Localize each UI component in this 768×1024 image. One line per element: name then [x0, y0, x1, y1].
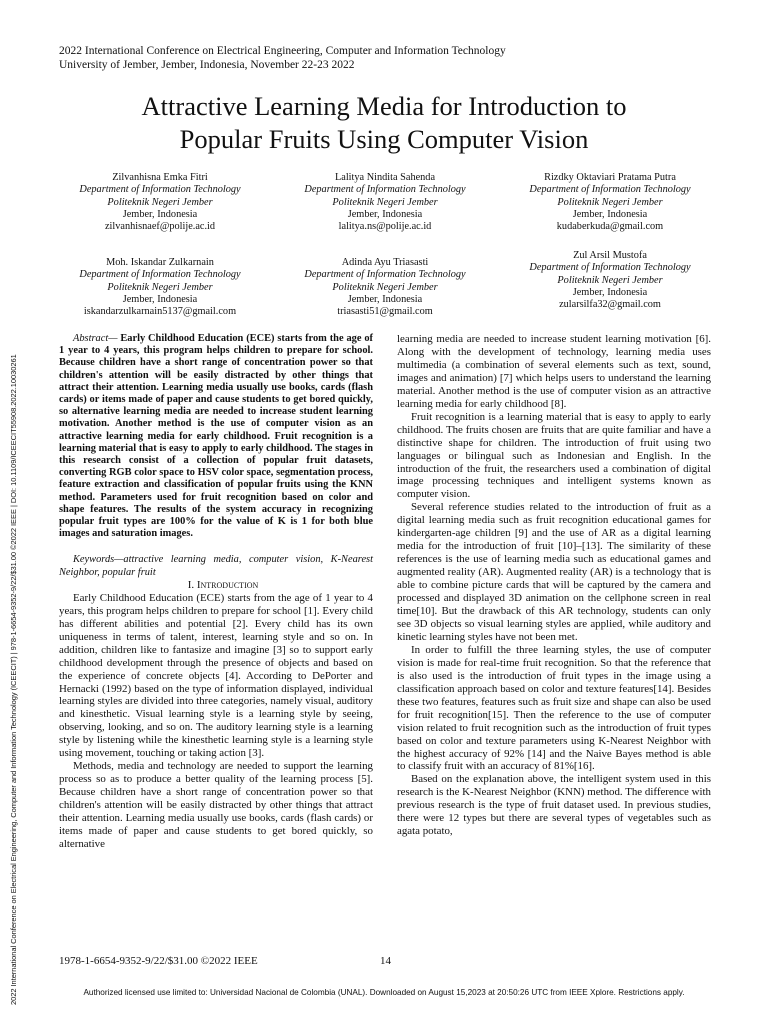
author-email[interactable]: triasasti51@gmail.com: [337, 306, 433, 318]
author-city: Jember, Indonesia: [122, 208, 198, 220]
page-number: 14: [380, 955, 391, 967]
author-block: [280, 257, 490, 318]
author-institution: Politeknik Negeri Jember: [107, 281, 213, 293]
author-city: Jember, Indonesia: [347, 293, 423, 305]
paragraph: Methods, media and technology are needed to support the learning process so as to produce a better quality of the learning process [5]. Because children have a short range of concentration power so that children's attention will be easily distracted by other things that attract their attention. Learning media usually use books, cards (flash cards) or items made of paper and cause students to get bored quickly, so alternative: [59, 760, 373, 850]
title-line-1: Attractive Learning Media for Introduction to: [141, 91, 627, 121]
author-city: Jember, Indonesia: [122, 293, 198, 305]
author-name: Moh. Iskandar Zulkarnain: [106, 257, 214, 268]
section-heading: I. Introduction: [187, 578, 259, 591]
paragraph: Based on the explanation above, the intelligent system used in this research is the K-Nearest Neighbor (KNN) method. The difference with previous research is the type of fruit dataset used. In previous studies, there were 12 types but there are several types of vegetables such as agata potato,: [397, 773, 711, 838]
author-email[interactable]: zilvanhisnaef@polije.ac.id: [104, 221, 216, 233]
conference-name: 2022 International Conference on Electrical Engineering, Computer and Information Technology: [59, 45, 506, 57]
author-department: Department of Information Technology: [304, 184, 466, 196]
paper-title: [40, 90, 728, 156]
abstract-body: Early Childhood Education (ECE) starts from the age of 1 year to 4 years, this program helps children to prepare for school. Because children have a short range of concentration power so that children's attention will be easily distracted by other things that attract their attention. Learning media usually use books, cards (flash cards) or items made of paper and cause students to get bored quickly, so alternative learning media are needed to increase student learning motivation. Another method is the use of computer vision as an attractive learning media for early childhood. Fruit recognition is a learning material that is easy to apply to early childhood. The stages in this research consist of a collection of popular fruit datasets, converting RGB color space to HSV color space, segmentation process, feature extraction and classification of popular fruits using the KNN method. Parameters used for fruit recognition based on color and shape features. The results of the system accuracy in recognizing popular fruit types are 100% for the value of K is 1 for both blue images and saturation images.: [59, 333, 373, 540]
paragraph: Early Childhood Education (ECE) starts from the age of 1 year to 4 years, this program helps children to prepare for school [1]. Every child has different abilities and potential [2]. Every child has its own uniqueness in terms of talent, interest, learning style and so on. In addition, children like to fantasize and imagine [3] so to support early childhood development through the presence of objects and based on the experience of concrete objects [4]. According to DePorter and Hernacki (1992) based on the type of information displayed, individual learning styles are divided into three categories, namely visual, auditory and kinesthetic. Visual learning style is a learning style by seeing, observing, looking, and so on. The auditory learning style is a learning style by listening while the kinesthetic learning style is a learning style using movement, touching or taking action [3].: [59, 591, 373, 760]
author-institution: Politeknik Negeri Jember: [332, 281, 438, 293]
author-department: Department of Information Technology: [304, 269, 466, 281]
author-block: [280, 172, 490, 233]
copyright-footer: 1978-1-6654-9352-9/22/$31.00 ©2022 IEEE: [59, 955, 258, 967]
author-name: Adinda Ayu Triasasti: [341, 257, 429, 268]
left-column: [59, 333, 373, 851]
author-name: Lalitya Nindita Sahenda: [334, 172, 436, 183]
author-name: Zul Arsil Mustofa: [573, 250, 647, 261]
side-doi-note: 2022 International Conference on Electrical Engineering, Computer and Information Technology (ICEECIT) | 978-1-6654-9352-9/22/$31.00 ©2022 IEEE | DOI: 10.1109/ICEECIT55908.2022.10030261: [9, 354, 18, 1005]
author-email[interactable]: lalitya.ns@polije.ac.id: [338, 221, 432, 233]
abstract: [59, 333, 373, 540]
title-line-2: Popular Fruits Using Computer Vision: [179, 124, 589, 154]
author-institution: Politeknik Negeri Jember: [557, 196, 663, 208]
author-institution: Politeknik Negeri Jember: [332, 196, 438, 208]
conference-header: [59, 44, 506, 72]
right-column: [397, 333, 711, 838]
paragraph: learning media are needed to increase student learning motivation [6]. Along with the development of technology, learning media uses multimedia (a combination of several elements such as text, sound, images and animation) [7] which helps users to understand the learning material. Another method is the use of computer vision as an attractive learning media for early childhood [8].: [397, 333, 711, 410]
license-notice: Authorized licensed use limited to: Universidad Nacional de Colombia (UNAL). Downloaded on August 15,2023 at 20:50:26 UTC from IEEE Xplore. Restrictions apply.: [83, 988, 685, 997]
abstract-lead: Abstract—: [73, 333, 118, 344]
paragraph: In order to fulfill the three learning styles, the use of computer vision is made for real-time fruit recognition. So that the reference that is also used is the introduction of fruit types in the image using a classification approach based on color and texture features[14]. Besides these two features, features such as fruit size and shape can also be used for fruit recognition[15]. Then the reference to the use of computer vision related to fruit recognition such as the introduction of fruit types based on color and texture parameters using K-Nearest Neighbor with the highest accuracy of 92% [14] and the Naive Bayes method is able to classify fruit with an accuracy of 81%[16].: [397, 643, 711, 773]
author-department: Department of Information Technology: [79, 184, 241, 196]
author-email[interactable]: iskandarzulkarnain5137@gmail.com: [83, 306, 237, 318]
paragraph: Several reference studies related to the introduction of fruit as a digital learning media such as fruit recognition educational games for kindergarten-age children [9] and the use of AR as a digital learning media for the introduction of fruit [10]–[13]. The similarity of these references is the use of learning media such as educational games and augmented reality (AR). Augmented reality (AR) is a technology that is able to combine picture cards that will be captured by the camera and processed and displayed 3D animation on the cellphone screen in real time[10]. But the drawback of this AR technology, students can only see 3D objects so visual learning styles are applied, while auditory and kinetic learning styles have not been met.: [397, 501, 711, 643]
author-name: Rizdky Oktaviari Pratama Putra: [544, 172, 676, 183]
author-city: Jember, Indonesia: [572, 208, 648, 220]
author-email[interactable]: zularsilfa32@gmail.com: [559, 299, 661, 311]
author-name: Zilvanhisna Emka Fitri: [112, 172, 208, 183]
conference-location: University of Jember, Jember, Indonesia, November 22-23 2022: [59, 59, 355, 71]
author-email[interactable]: kudaberkuda@gmail.com: [556, 221, 664, 233]
author-city: Jember, Indonesia: [347, 208, 423, 220]
author-block: [55, 172, 265, 233]
paragraph: Fruit recognition is a learning material that is easy to apply to early childhood. The fruits chosen are fruits that are quite familiar and have a distinctive shape for children. The introduction of fruit using two languages or bilingual such as Indonesian and English. In the introduction of the fruit, the researchers used a combination of digital image processing techniques and intelligent systems known as computer vision.: [397, 410, 711, 501]
keywords: Keywords—attractive learning media, computer vision, K-Nearest Neighbor, popular fruit: [59, 554, 373, 578]
author-city: Jember, Indonesia: [572, 286, 648, 298]
author-block: [505, 250, 715, 311]
author-block: [55, 257, 265, 318]
author-department: Department of Information Technology: [529, 184, 691, 196]
author-department: Department of Information Technology: [529, 262, 691, 274]
author-institution: Politeknik Negeri Jember: [557, 274, 663, 286]
author-block: [505, 172, 715, 233]
author-department: Department of Information Technology: [79, 269, 241, 281]
author-institution: Politeknik Negeri Jember: [107, 196, 213, 208]
